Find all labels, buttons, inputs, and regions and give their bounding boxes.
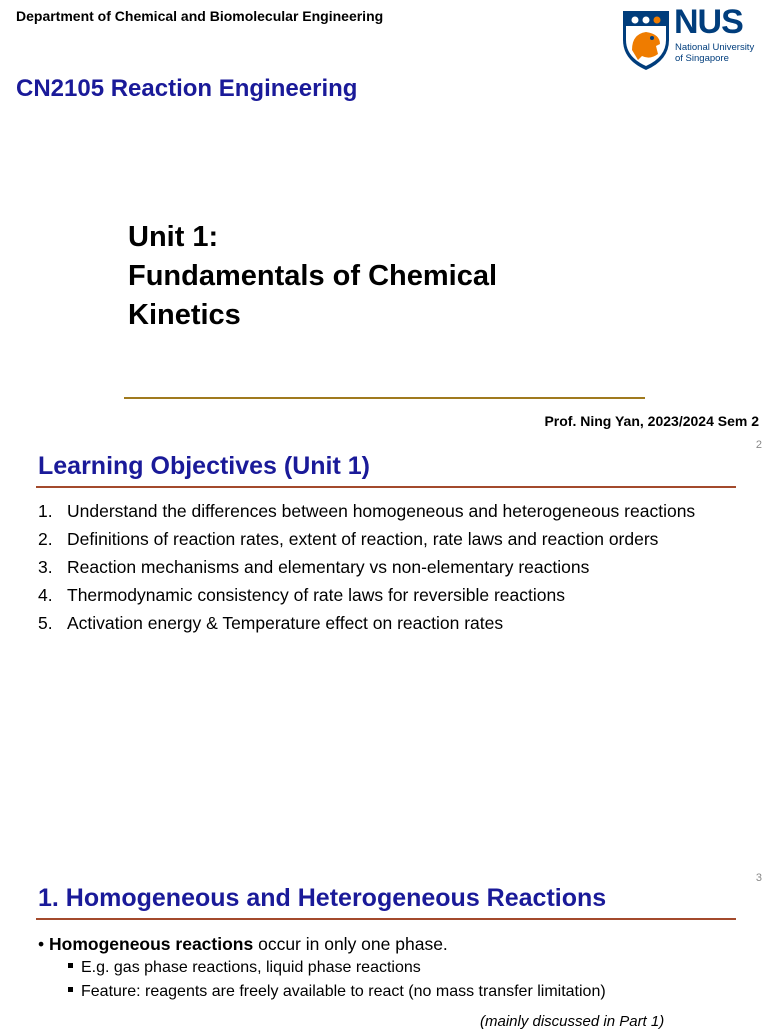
list-text: Definitions of reaction rates, extent of reaction, rate laws and reaction orders	[67, 529, 659, 549]
bullet-text: occur in only one phase.	[253, 934, 448, 954]
list-text: Understand the differences between homogeneous and heterogeneous reactions	[67, 501, 696, 521]
title-rule	[36, 918, 736, 920]
slide-title: Learning Objectives (Unit 1)	[38, 452, 371, 480]
list-item	[38, 501, 730, 522]
logo-subtitle-line1: National University	[675, 42, 755, 53]
list-text: Reaction mechanisms and elementary vs non-elementary reactions	[67, 557, 590, 577]
objectives-list	[38, 501, 730, 641]
footnote: (mainly discussed in Part 1)	[480, 1013, 665, 1030]
unit-title	[128, 218, 497, 335]
list-text: Activation energy & Temperature effect on reaction rates	[67, 613, 504, 633]
list-item	[38, 613, 730, 634]
list-number: 2.	[38, 529, 53, 549]
department-name: Department of Chemical and Biomolecular Engineering	[16, 8, 384, 24]
unit-title-line1: Unit 1:	[128, 221, 219, 253]
page-number: 2	[755, 439, 762, 451]
unit-title-line3: Kinetics	[128, 299, 241, 331]
square-bullet-icon	[68, 987, 73, 992]
logo-subtitle-line2: of Singapore	[675, 53, 729, 64]
slide-title: 1. Homogeneous and Heterogeneous Reactions	[38, 884, 607, 912]
page-number: 3	[755, 872, 762, 884]
sub-bullet	[68, 959, 421, 977]
list-text: Thermodynamic consistency of rate laws for reversible reactions	[67, 585, 565, 605]
sub-bullet	[68, 983, 606, 1001]
list-number: 1.	[38, 501, 53, 521]
bullet-bold: Homogeneous reactions	[49, 934, 254, 954]
sub-bullet-text: E.g. gas phase reactions, liquid phase reactions	[81, 959, 421, 976]
list-item	[38, 585, 730, 606]
list-item	[38, 529, 730, 550]
sub-bullet-text: Feature: reagents are freely available to react (no mass transfer limitation)	[81, 983, 606, 1000]
square-bullet-icon	[68, 963, 73, 968]
list-number: 5.	[38, 613, 53, 633]
title-rule	[36, 486, 736, 488]
list-number: 3.	[38, 557, 53, 577]
title-divider	[124, 397, 645, 399]
bullet-item: • Homogeneous reactions occur in only one phase.	[38, 934, 448, 954]
list-item	[38, 557, 730, 578]
logo-wordmark: NUS	[674, 3, 743, 41]
list-number: 4.	[38, 585, 53, 605]
unit-title-line2: Fundamentals of Chemical	[128, 260, 498, 292]
professor-credit: Prof. Ning Yan, 2023/2024 Sem 2	[544, 413, 759, 429]
course-title: CN2105 Reaction Engineering	[16, 75, 358, 102]
logo-subtitle	[675, 42, 754, 64]
